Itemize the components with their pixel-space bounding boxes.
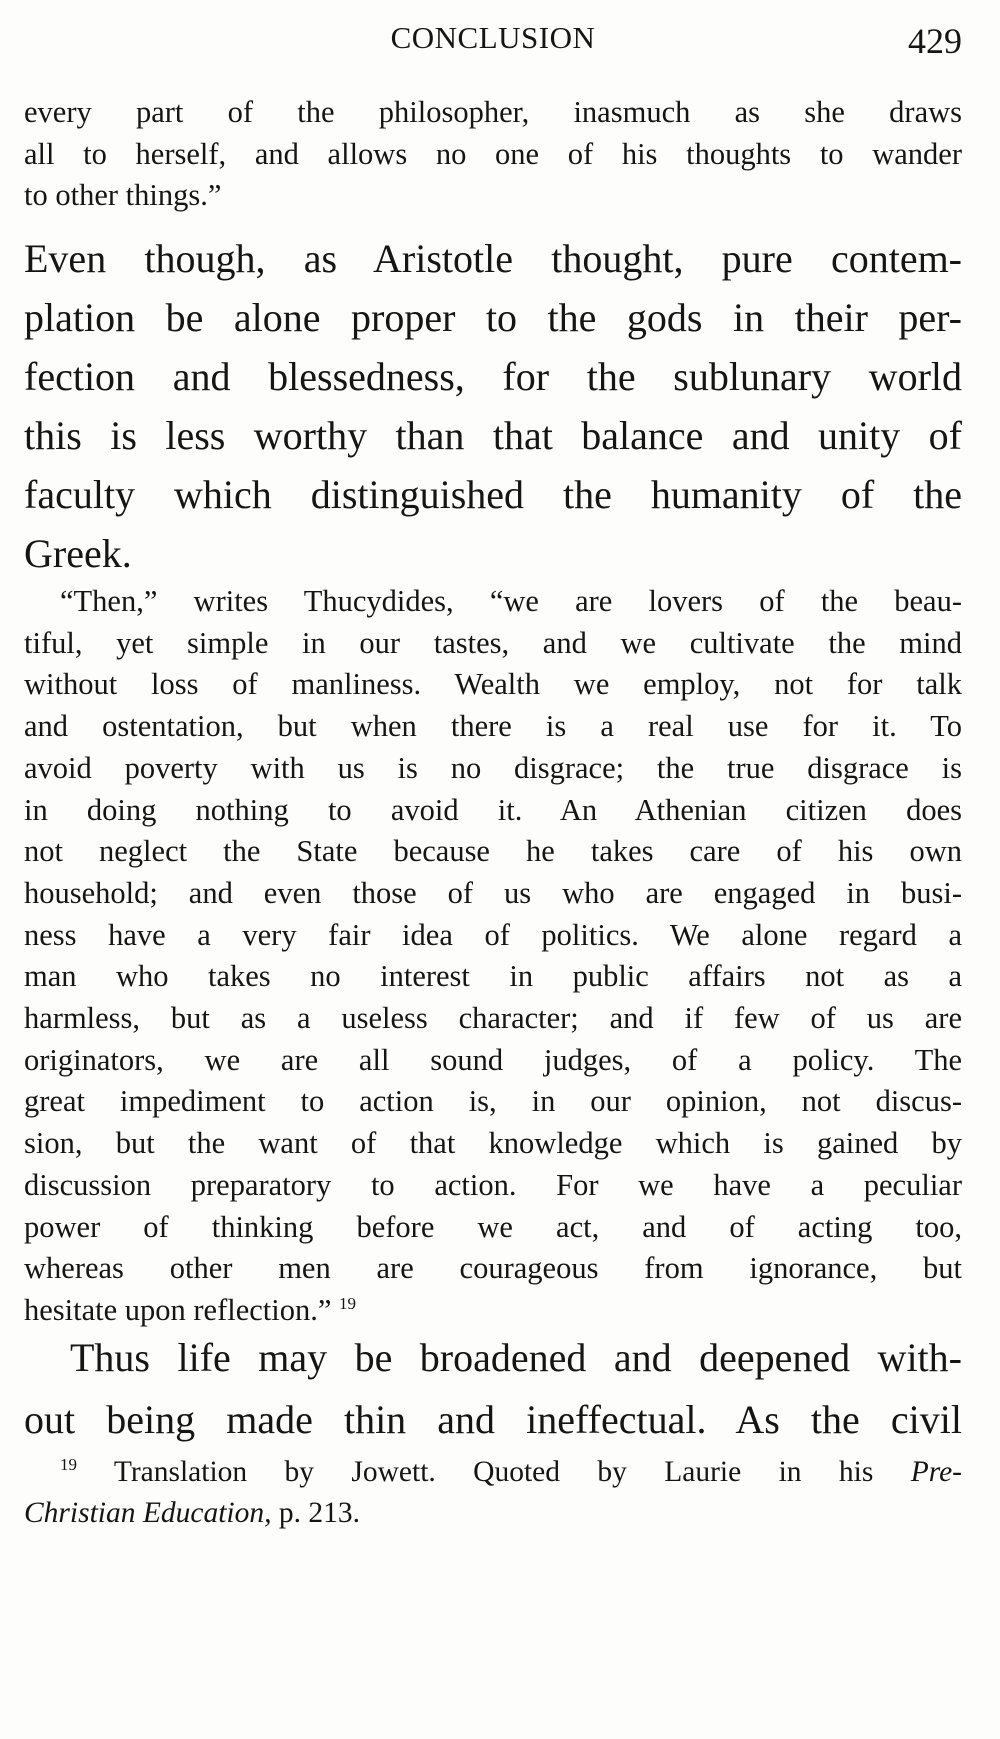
footnote-reference[interactable]: 19	[339, 1293, 357, 1313]
paragraph-conclusion	[24, 1327, 962, 1451]
quote-line: man who takes no interest in public affairs not as a	[24, 959, 962, 994]
text-line: plation be alone proper to the gods in their per-	[24, 295, 962, 340]
footnote-text: Translation by Jowett. Quoted by Laurie in his	[113, 1456, 874, 1488]
footnote-book-title: Pre-	[910, 1456, 963, 1488]
quote-line: tiful, yet simple in our tastes, and we cultivate the mind	[24, 625, 962, 660]
quote-line: without loss of manliness. Wealth we employ, not for talk	[24, 667, 962, 702]
footnote	[24, 1452, 962, 1534]
quote-line: sion, but the want of that knowledge which is gained by	[24, 1126, 962, 1161]
text-line: all to herself, and allows no one of his thoughts to wander	[24, 136, 962, 171]
text-line: fection and blessedness, for the sublunary world	[24, 354, 962, 399]
quote-line: power of thinking before we act, and of acting too,	[24, 1209, 962, 1244]
text-line: to other things.”	[24, 178, 222, 213]
quote-line: “Then,” writes Thucydides, “we are lovers of the beau-	[60, 584, 962, 618]
paragraph-continuation	[24, 92, 962, 217]
quote-line: ness have a very fair idea of politics. We alone regard a	[24, 917, 962, 952]
paragraph-aristotle	[24, 229, 962, 583]
footnote-book-title: Christian Education,	[24, 1497, 272, 1529]
running-head-title: CONCLUSION	[390, 20, 596, 55]
quote-line: avoid poverty with us is no disgrace; the true disgrace is	[24, 750, 962, 785]
text-line: Thus life may be broadened and deepened with-	[70, 1335, 962, 1380]
text-line: faculty which distinguished the humanity of the	[24, 472, 962, 517]
quote-last-line	[24, 1290, 962, 1332]
footnote-line	[24, 1493, 962, 1534]
quote-line: whereas other men are courageous from ignorance, but	[24, 1251, 962, 1286]
quote-line-text: hesitate upon reflection.”	[24, 1292, 332, 1327]
quote-line: discussion preparatory to action. For we have a peculiar	[24, 1167, 962, 1202]
footnote-page-ref: p. 213.	[278, 1497, 360, 1529]
text-line: this is less worthy than that balance and unity of	[24, 413, 962, 458]
text-line: out being made thin and ineffectual. As the civil	[24, 1397, 962, 1442]
quote-line: great impediment to action is, in our opinion, not discus-	[24, 1084, 962, 1119]
block-quote-thucydides	[24, 581, 962, 1332]
running-head	[24, 18, 962, 68]
quote-line: originators, we are all sound judges, of a policy. The	[24, 1042, 962, 1077]
quote-line: household; and even those of us who are engaged in busi-	[24, 875, 962, 910]
quote-line: in doing nothing to avoid it. An Athenian citizen does	[24, 792, 962, 827]
footnote-marker: 19	[60, 1455, 77, 1474]
text-line: Greek.	[24, 531, 132, 576]
footnote-line	[24, 1452, 962, 1493]
quote-line: harmless, but as a useless character; and if few of us are	[24, 1001, 962, 1036]
page-number: 429	[908, 21, 962, 61]
text-line: Even though, as Aristotle thought, pure contem-	[24, 236, 962, 281]
quote-line: and ostentation, but when there is a real use for it. To	[24, 709, 962, 744]
text-line: every part of the philosopher, inasmuch as she draws	[24, 95, 962, 129]
quote-line: not neglect the State because he takes care of his own	[24, 834, 962, 869]
